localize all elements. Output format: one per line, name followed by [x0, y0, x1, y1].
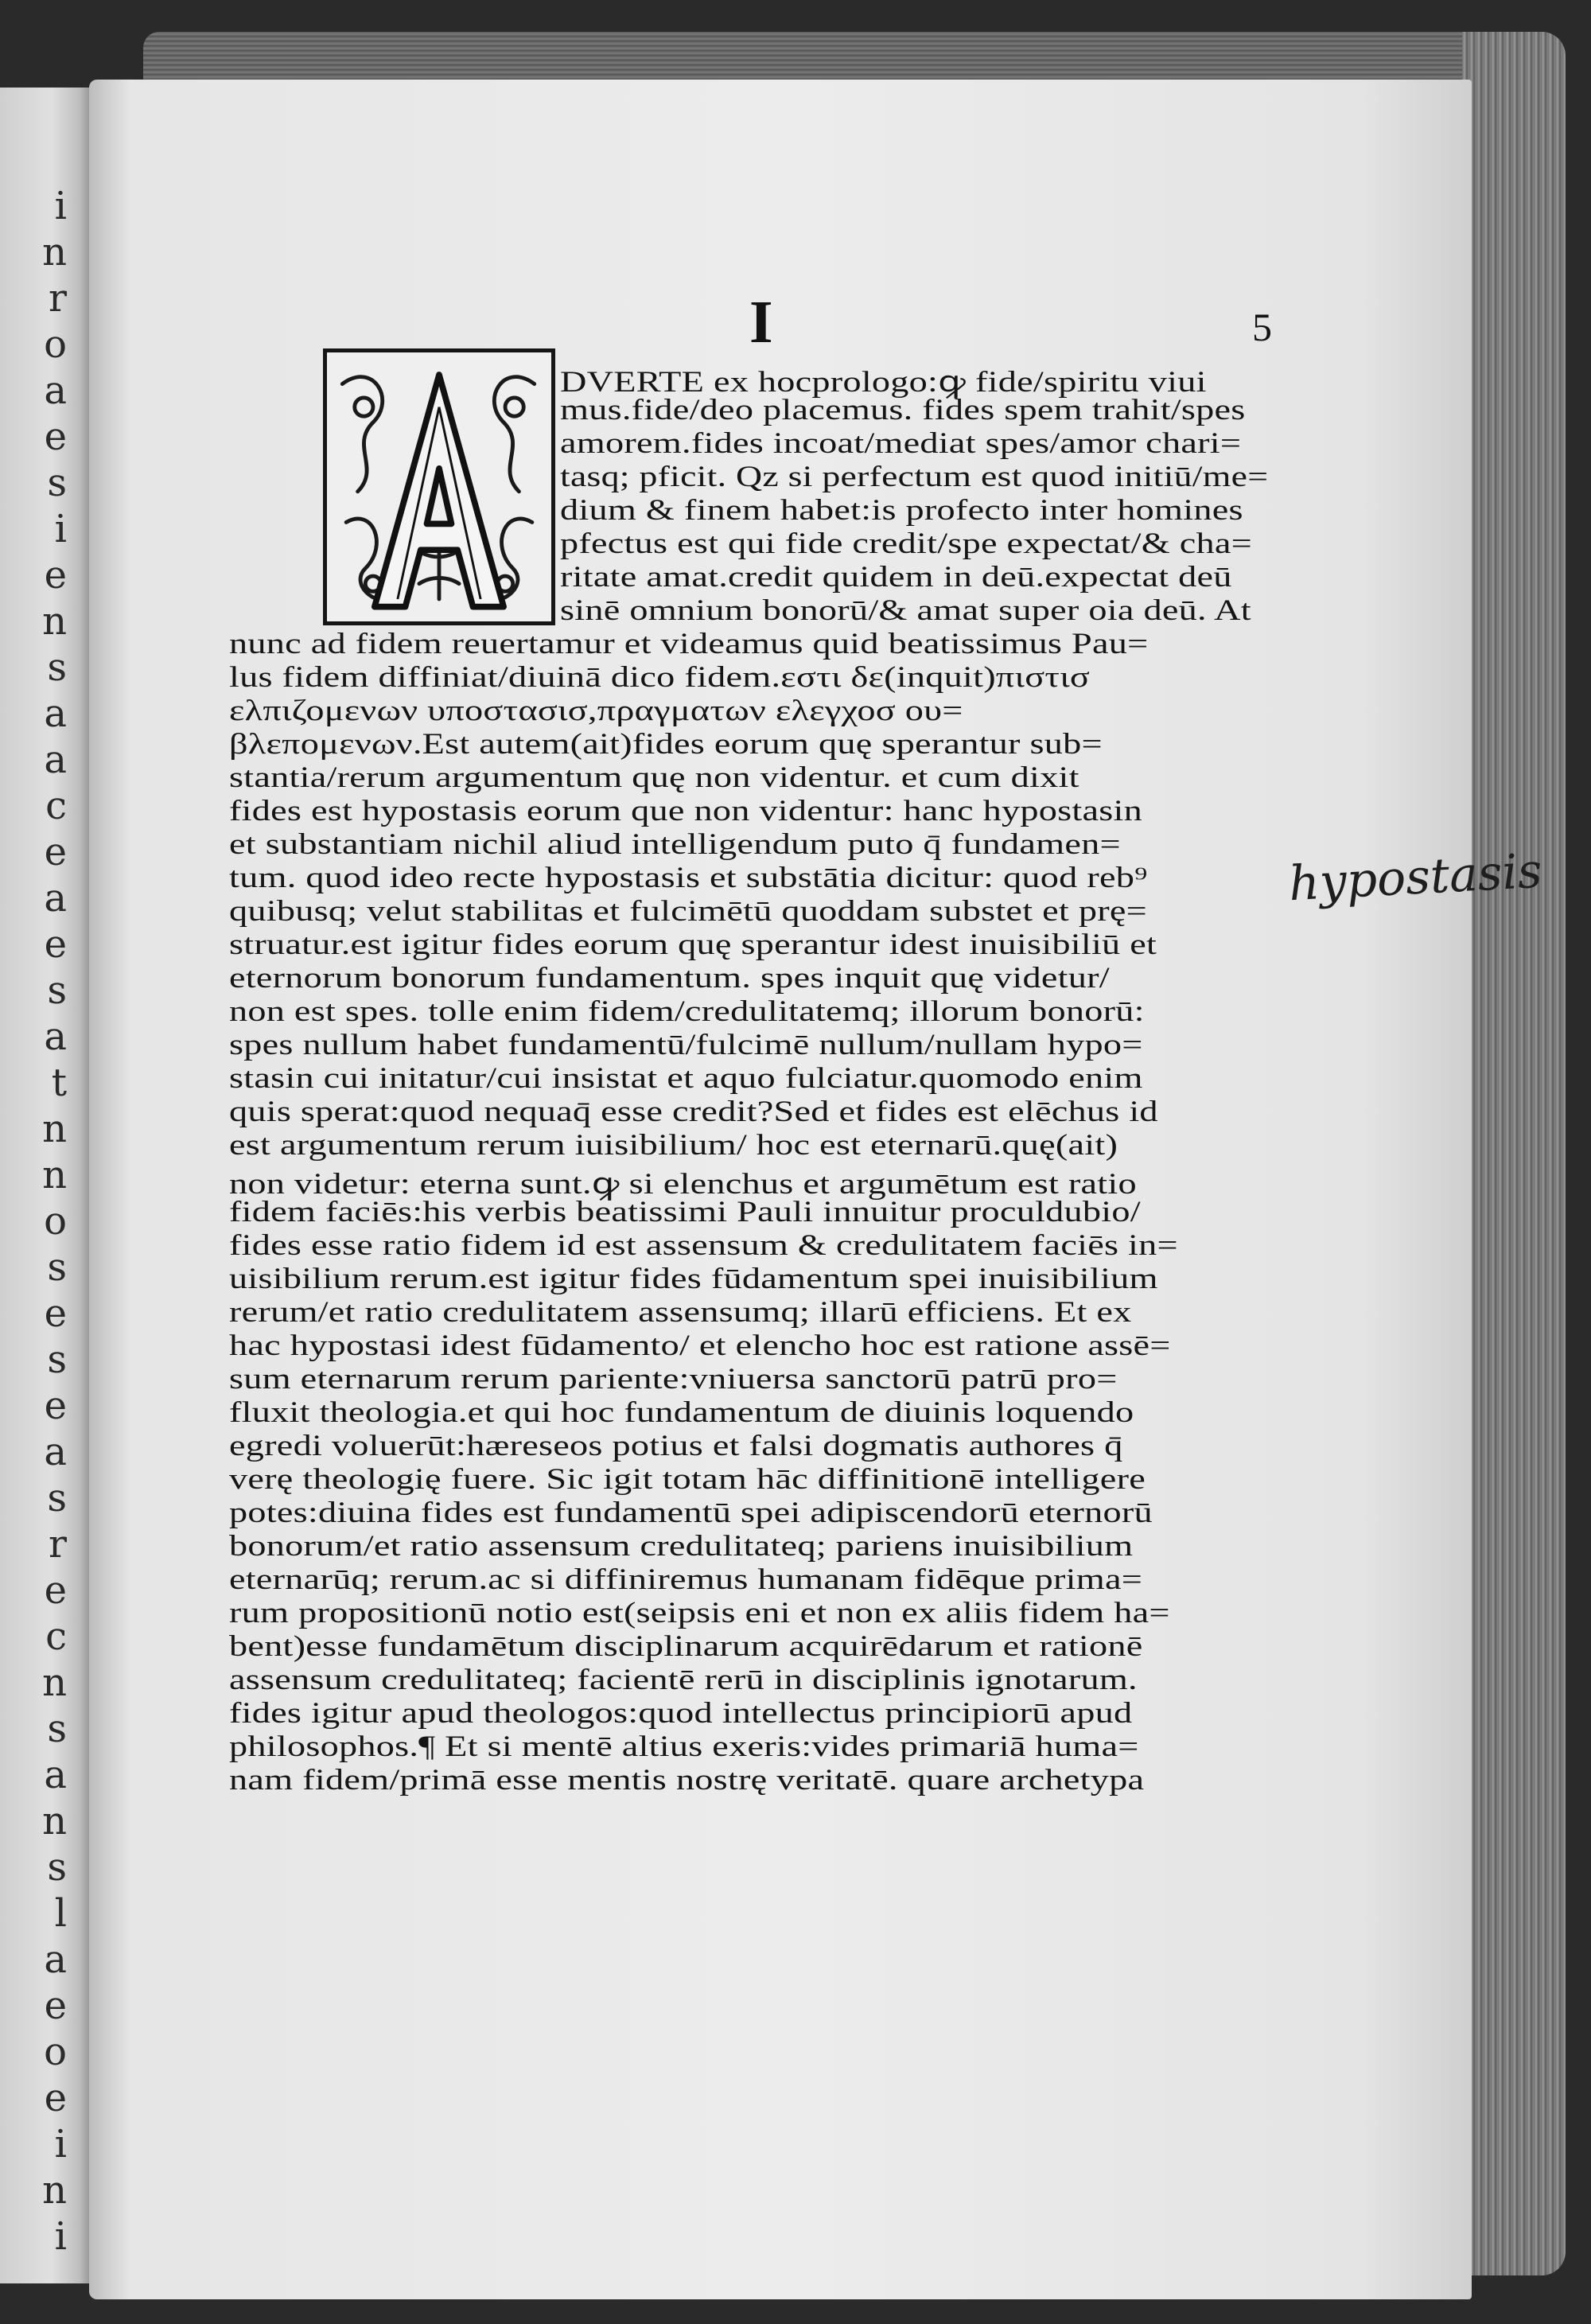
text-line: egredi voluerūt:hæreseos potius et falsi dogmatis authores q̄ [229, 1430, 1123, 1462]
left-page-fragment: t [51, 1061, 67, 1105]
left-page-fragment: i [54, 2214, 67, 2259]
left-page-fragment: a [44, 1430, 67, 1474]
left-page-fragment: o [44, 322, 67, 367]
left-page-fragment: n [42, 2168, 67, 2213]
left-page-fragment: n [42, 599, 67, 644]
text-line: potes:diuina fides est fundamentū spei adipiscendorū eternorū [229, 1497, 1153, 1529]
text-line: rerum/et ratio credulitatem assensumq; illarū efficiens. Et ex [229, 1296, 1132, 1329]
text-line: ελπιζομενων υποστασισ,πραγματων ελεγχοσ ου= [229, 695, 963, 727]
left-page-fragment: s [47, 1707, 67, 1751]
text-line: verę theologię fuere. Sic igit totam hāc diffinitionē intelligere [229, 1463, 1146, 1496]
left-page-fragment: s [47, 645, 67, 690]
left-page-fragment: i [54, 184, 67, 228]
left-page-fragment: e [44, 1983, 67, 2028]
left-page-fragment: i [54, 507, 67, 551]
left-page-fragment: a [44, 876, 67, 921]
text-line: fidem faciēs:his verbis beatissimi Pauli innuitur proculdubio/ [229, 1196, 1141, 1228]
text-line: fides est hypostasis eorum que non videntur: hanc hypostasin [229, 795, 1142, 827]
text-line: sum eternarum rerum pariente:vniuersa sanctorū patrū pro= [229, 1363, 1118, 1396]
left-page-fragment: e [44, 553, 67, 598]
text-line: quibusq; velut stabilitas et fulcimētū quoddam substet et prę= [229, 895, 1147, 928]
left-page-fragment: s [47, 968, 67, 1013]
text-line: uisibilium rerum.est igitur fides fūdamentum spei inuisibilium [229, 1263, 1158, 1295]
text-line: tum. quod ideo recte hypostasis et substātia dicitur: quod reb⁹ [229, 862, 1148, 894]
left-page-fragment: e [44, 2076, 67, 2120]
left-page-fragment: s [47, 1245, 67, 1290]
left-page-fragment: e [44, 415, 67, 459]
left-page-fragment: a [44, 1753, 67, 1797]
signature-mark: I [749, 289, 773, 356]
left-page-fragment: a [44, 738, 67, 782]
text-line: stantia/rerum argumentum quę non videntur. et cum dixit [229, 761, 1079, 794]
left-page-fragment: s [47, 461, 67, 505]
text-line: lus fidem diffiniat/diuinā dico fidem.εστι δε(inquit)πιστισ [229, 661, 1091, 694]
text-line: assensum credulitateq; facientē rerū in disciplinis ignotarum. [229, 1664, 1138, 1696]
text-line-beside-initial: ritate amat.credit quidem in deū.expectat deū [560, 561, 1232, 594]
text-line: est argumentum rerum iuisibilium/ hoc est eternarū.quę(ait) [229, 1129, 1118, 1162]
text-line-beside-initial: tasq; pficit. Qz si perfectum est quod initiū/me= [560, 461, 1269, 493]
right-page [89, 80, 1544, 2299]
left-page-fragment: o [44, 2030, 67, 2074]
text-line: βλεπομενων.Est autem(ait)fides eorum quę sperantur sub= [229, 728, 1103, 761]
text-line: fluxit theologia.et qui hoc fundamentum de diuinis loquendo [229, 1396, 1134, 1429]
text-line: eternorum bonorum fundamentum. spes inquit quę videtur/ [229, 962, 1110, 995]
left-page-fragment: a [44, 1937, 67, 1982]
left-page-edge [0, 88, 96, 2283]
left-page-fragment: i [54, 2122, 67, 2166]
text-line: spes nullum habet fundamentū/fulcimē nullum/nullam hypo= [229, 1029, 1143, 1061]
text-line: philosophos.¶ Et si mentē altius exeris:vides primariā huma= [229, 1730, 1139, 1763]
left-page-fragment: e [44, 922, 67, 967]
left-page-text-fragments [0, 183, 88, 2259]
text-line: nunc ad fidem reuertamur et videamus quid beatissimus Pau= [229, 628, 1149, 660]
text-line-beside-initial: dium & finem habet:is profecto inter homines [560, 494, 1243, 527]
text-line: non est spes. tolle enim fidem/credulitatemq; illorum bonorū: [229, 995, 1145, 1028]
left-page-fragment: o [44, 1199, 67, 1244]
main-text-block [89, 80, 1472, 2299]
left-page-fragment: l [54, 1891, 67, 1936]
page-block-fore-edge [1462, 32, 1566, 2275]
text-line-beside-initial: DVERTE ex hocprologo:ꝙ fide/spiritu viui [560, 366, 1207, 399]
text-line: struatur.est igitur fides eorum quę sperantur idest inuisibiliū et [229, 928, 1157, 961]
left-page-fragment: a [44, 691, 67, 736]
left-page-fragment: s [47, 1337, 67, 1382]
left-page-fragment: c [45, 1614, 67, 1659]
left-page-fragment: n [42, 1660, 67, 1705]
text-line-beside-initial: mus.fide/deo placemus. fides spem trahit/spes [560, 394, 1246, 426]
text-line: fides igitur apud theologos:quod intellectus principiorū apud [229, 1697, 1133, 1730]
left-page-fragment: e [44, 1291, 67, 1336]
text-line-beside-initial: sinē omnium bonorū/& amat super oia deū. At [560, 594, 1251, 627]
left-page-fragment: n [42, 230, 67, 274]
text-line: eternarūq; rerum.ac si diffiniremus humanam fidēque prima= [229, 1563, 1143, 1596]
left-page-fragment: n [42, 1153, 67, 1197]
left-page-fragment: n [42, 1799, 67, 1843]
text-line: fides esse ratio fidem id est assensum & credulitatem faciēs in= [229, 1229, 1178, 1262]
left-page-fragment: r [49, 276, 67, 321]
text-line-beside-initial: pfectus est qui fide credit/spe expectat/& cha= [560, 527, 1252, 560]
left-page-fragment: s [47, 1845, 67, 1890]
text-line: et substantiam nichil aliud intelligendum puto q̄ fundamen= [229, 828, 1121, 861]
text-line: non videtur: eterna sunt.ꝙ si elenchus et argumētum est ratio [229, 1168, 1137, 1201]
text-line-beside-initial: amorem.fides incoat/mediat spes/amor chari= [560, 427, 1242, 460]
text-line: rum propositionū notio est(seipsis eni et non ex aliis fidem ha= [229, 1597, 1170, 1629]
page-number: 5 [1252, 305, 1272, 349]
text-line: stasin cui initatur/cui insistat et aquo fulciatur.quomodo enim [229, 1062, 1143, 1095]
left-page-fragment: n [42, 1107, 67, 1151]
text-line: nam fidem/primā esse mentis nostrę veritatē. quare archetypa [229, 1764, 1145, 1797]
left-page-fragment: r [49, 1522, 67, 1567]
left-page-fragment: s [47, 1476, 67, 1520]
text-line: quis sperat:quod nequaq̄ esse credit?Sed et fides est elēchus id [229, 1096, 1158, 1128]
text-line: hac hypostasi idest fūdamento/ et elencho hoc est ratione assē= [229, 1329, 1171, 1362]
left-page-fragment: a [44, 368, 67, 413]
left-page-fragment: a [44, 1014, 67, 1059]
text-line: bent)esse fundamētum disciplinarum acquirēdarum et rationē [229, 1630, 1143, 1663]
text-line: bonorum/et ratio assensum credulitateq; pariens inuisibilium [229, 1530, 1134, 1563]
left-page-fragment: e [44, 1568, 67, 1613]
left-page-fragment: c [45, 784, 67, 828]
left-page-fragment: e [44, 1384, 67, 1428]
left-page-fragment: e [44, 830, 67, 874]
marginal-annotation: hypostasis [1287, 843, 1544, 913]
